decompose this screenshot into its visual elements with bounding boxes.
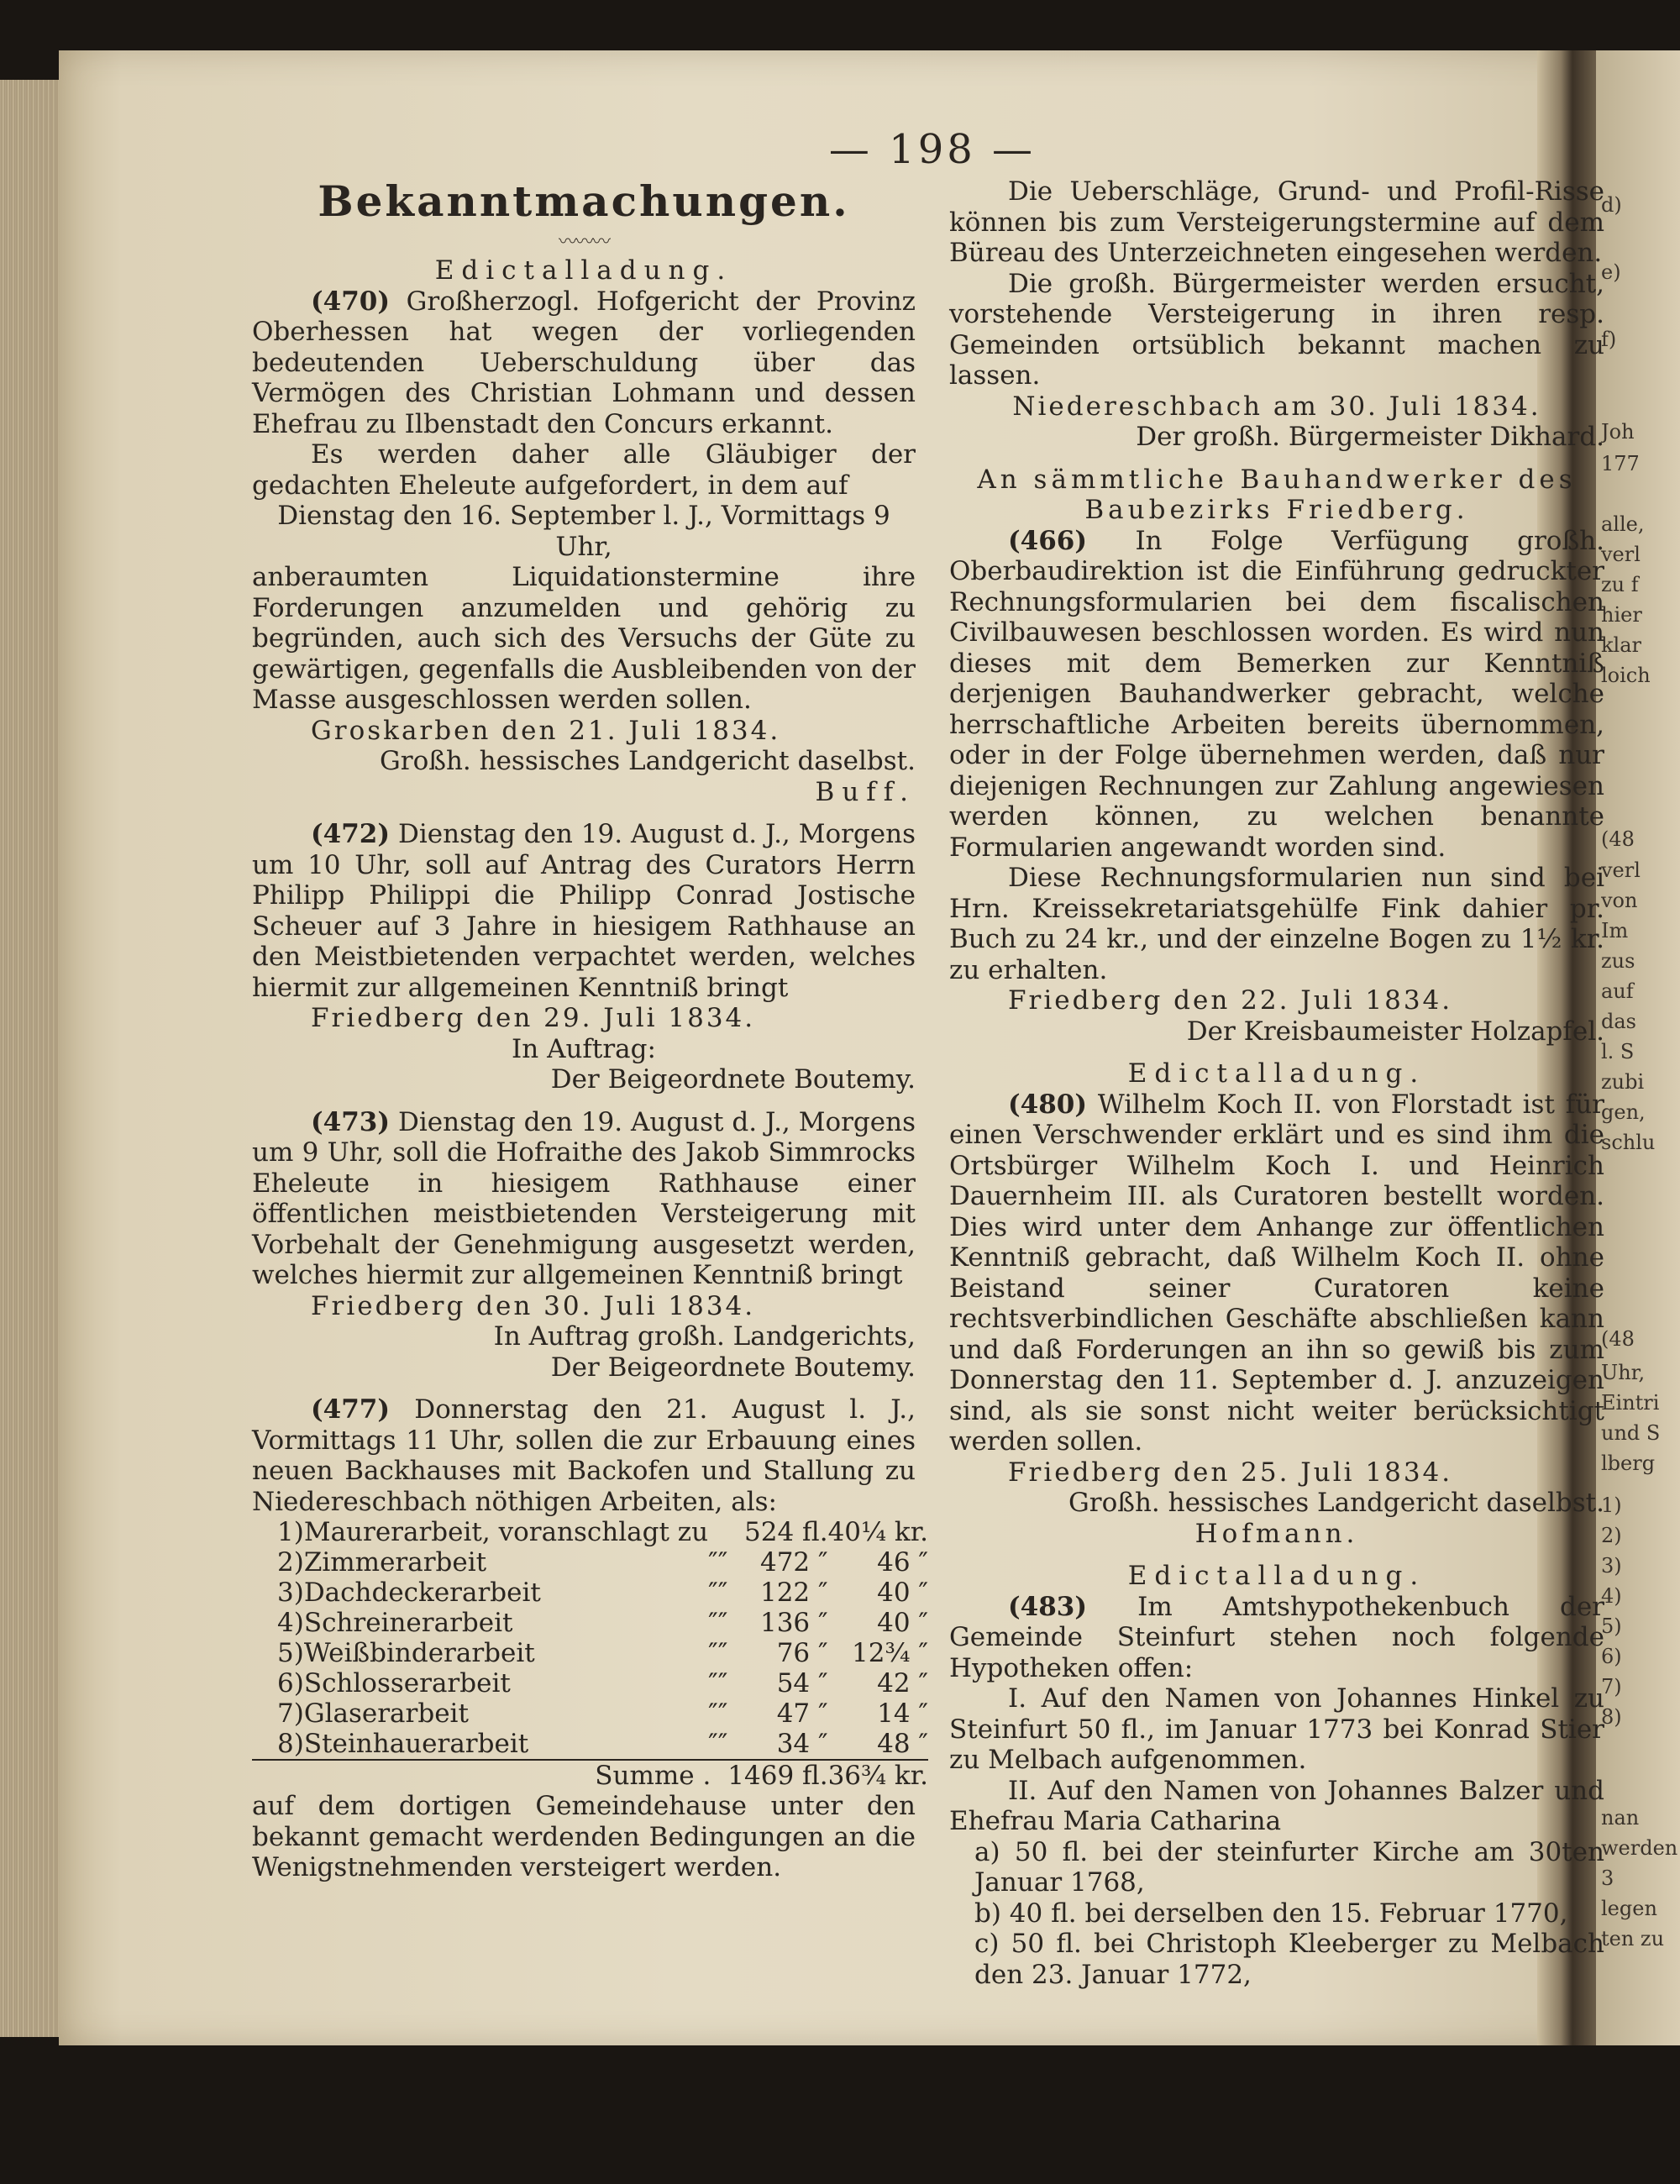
table-cell: Maurerarbeit, voranschlagt zu <box>303 1517 709 1547</box>
edge-text: Im <box>1601 919 1629 942</box>
edge-text: 4) <box>1601 1584 1622 1608</box>
table-cell <box>708 1517 718 1547</box>
edge-text: loich <box>1601 664 1651 687</box>
notice-text: Dienstag den 19. August d. J., Morgens um 9 Uhr, soll die Hofraithe des Jakob Simmrocks Eheleute in hiesigem Rathhause einer öffentlichen meistbietenden Versteigerung mit Vorbehalt der Genehmigung ausgesetzt werden, welches hiermit zur allgemeinen Kenntniß bringt <box>252 1106 916 1290</box>
edge-text: Uhr, <box>1601 1361 1646 1384</box>
edge-text: und S <box>1601 1421 1661 1445</box>
table-row <box>252 1668 928 1698</box>
table-row <box>252 1698 928 1729</box>
edge-text: f) <box>1601 328 1617 351</box>
table-cell: ″ <box>717 1578 728 1608</box>
table-cell: 76 ″ <box>776 1638 828 1668</box>
edge-text: schlu <box>1601 1131 1656 1154</box>
list-item: a) 50 fl. bei der steinfurter Kirche am 30ten Januar 1768, <box>974 1836 1604 1898</box>
notice-466 <box>949 526 1604 864</box>
edge-text: 177 <box>1601 452 1640 475</box>
table-cell: 12¾ ″ <box>852 1638 928 1668</box>
notice-470 <box>252 286 916 440</box>
table-cell: 48 ″ <box>828 1729 928 1760</box>
notice-number: (480) <box>1008 1089 1088 1120</box>
table-cell: ″ <box>717 1638 728 1668</box>
edge-text: 8) <box>1601 1705 1622 1729</box>
edge-text: hier <box>1601 603 1642 627</box>
table-row <box>252 1608 928 1638</box>
table-cell <box>718 1517 728 1547</box>
notice-text: Die Ueberschläge, Grund- und Profil-Risse können bis zum Versteigerungstermine auf dem Büreau des Unterzeichneten eingesehen werden. <box>949 176 1604 268</box>
edge-text: Joh <box>1601 420 1635 444</box>
edge-text: lberg <box>1601 1452 1656 1475</box>
edge-text: 7) <box>1601 1675 1622 1698</box>
notice-title: An sämmtliche Bauhandwerker des Baubezirks Friedberg. <box>977 464 1577 525</box>
notice-text: II. Auf den Namen von Johannes Balzer und Ehefrau Maria Catharina <box>949 1775 1604 1836</box>
notice-number: (477) <box>311 1394 391 1425</box>
table-cell: ″ <box>708 1578 718 1608</box>
notice-number: (472) <box>311 819 391 849</box>
edge-text: nan <box>1601 1806 1640 1830</box>
table-cell: 5) <box>277 1638 304 1668</box>
notice-place-date: Niedereschbach am 30. Juli 1834. <box>1012 391 1541 422</box>
notice-text: Großherzogl. Hofgericht der Provinz Oberhessen hat wegen der vorliegenden bedeutenden Ueberschuldung über das Vermögen des Christian Lohmann und dessen Ehefrau zu Ilbenstadt den Concurs erkannt. <box>252 286 916 439</box>
table-row <box>252 1729 928 1760</box>
table-cell: ″ <box>708 1547 718 1578</box>
notice-signature: In Auftrag: <box>512 1033 656 1064</box>
notice-signature: Großh. hessisches Landgericht daselbst. <box>1068 1488 1604 1518</box>
notice-477 <box>252 1394 916 1517</box>
notice-title: Edictalladung. <box>1127 1561 1426 1591</box>
notice-signature-name: Der Beigeordnete Boutemy. <box>550 1352 916 1383</box>
table-cell: Zimmerarbeit <box>303 1547 487 1578</box>
edge-text: l. S <box>1601 1040 1635 1063</box>
table-row <box>252 1547 928 1578</box>
table-cell: ″ <box>708 1668 718 1698</box>
notice-title: Edictalladung. <box>1127 1058 1426 1089</box>
table-row <box>252 1517 928 1547</box>
table-cell: ″ <box>708 1608 718 1638</box>
edge-text: verl <box>1601 543 1641 566</box>
right-column <box>949 176 1604 1990</box>
table-cell: Schreinerarbeit <box>303 1608 513 1638</box>
notice-473 <box>252 1107 916 1291</box>
notice-signature: Der Kreisbaumeister Holzapfel. <box>1186 1016 1604 1047</box>
table-cell: 3) <box>277 1578 304 1608</box>
table-cell: 40 ″ <box>877 1608 928 1638</box>
notice-text: In Folge Verfügung großh. Oberbaudirektion ist die Einführung gedruckter Rechnungsformularien bei dem fiscalischen Civilbauwesen beschlossen worden. Es wird nun dieses mit dem Bemerken zur Kenntniß derjenigen Bauhandwerker gebracht, welche herrschaftliche Arbeiten bereits übernommen, oder in der Folge übernehmen werden, daß nur diejenigen Rechnungen zur Zahlung angewiesen werden können, zu welchen benannte Formularien angewandt worden sind. <box>949 525 1604 863</box>
notice-signature-name: Hofmann. <box>1194 1518 1359 1549</box>
edge-text: von <box>1601 889 1638 912</box>
notice-483 <box>949 1592 1604 1684</box>
table-cell: Weißbinderarbeit <box>303 1638 535 1668</box>
edge-text: 1) <box>1601 1494 1622 1517</box>
sum-label: Summe . <box>595 1761 711 1791</box>
notice-number: (483) <box>1008 1591 1088 1622</box>
table-row-sum <box>252 1760 928 1791</box>
table-cell: 136 ″ <box>759 1608 828 1638</box>
notice-title: Edictalladung. <box>434 255 733 286</box>
edge-text: verl <box>1601 858 1641 882</box>
table-cell: Steinhauerarbeit <box>304 1729 708 1760</box>
notice-signature-name: Der Beigeordnete Boutemy. <box>550 1064 916 1095</box>
notice-signature: Der großh. Bürgermeister Dikhard. <box>1136 422 1604 452</box>
notice-place-date: Friedberg den 25. Juli 1834. <box>1008 1457 1453 1488</box>
table-cell: 14 ″ <box>877 1698 928 1729</box>
table-cell: 6) <box>277 1668 304 1698</box>
list-item: c) 50 fl. bei Christoph Kleeberger zu Melbach den 23. Januar 1772, <box>974 1929 1604 1990</box>
table-cell: 47 ″ <box>776 1698 828 1729</box>
notice-text: Im Amtshypothekenbuch der Gemeinde Steinfurt stehen noch folgende Hypotheken offen: <box>949 1591 1604 1683</box>
notice-text: Dienstag den 19. August d. J., Morgens um 10 Uhr, soll auf Antrag des Curators Herrn Philipp Philippi die Philipp Conrad Jostische Scheuer auf 3 Jahre in hiesigem Rathhause an den Meistbietenden verpachtet werden, welches hiermit zur allgemeinen Kenntniß bringt <box>252 819 916 1003</box>
table-cell: 42 ″ <box>877 1668 928 1698</box>
table-cell: Glaserarbeit <box>303 1698 469 1729</box>
edge-text: klar <box>1601 633 1641 657</box>
edge-text: Eintri <box>1601 1391 1660 1415</box>
notice-text: Wilhelm Koch II. von Florstadt ist für einen Verschwender erklärt und es sind ihm die Ortsbürger Wilhelm Koch I. und Heinrich Dauernheim III. als Curatoren bestellt worden. Dies wird unter dem Anhange zur öffentlichen Kenntniß gebracht, daß Wilhelm Koch II. ohne Beistand seiner Curatoren keine rechtsverbindlichen Geschäfte abschließen kann und daß Forderungen an ihn so gewiß bis zum Donnerstag den 11. September d. J. anzuzeigen sind, als sie sonst nicht weiter berücksichtigt werden sollen. <box>949 1089 1604 1457</box>
table-cell: 54 ″ <box>776 1668 828 1698</box>
table-cell: 34 ″ <box>727 1729 827 1760</box>
notice-place-date: Friedberg den 29. Juli 1834. <box>311 1003 756 1033</box>
notice-text: I. Auf den Namen von Johannes Hinkel zu Steinfurt 50 fl., im Januar 1773 bei Konrad Stier zu Melbach aufgenommen. <box>949 1683 1604 1775</box>
edge-text: 2) <box>1601 1524 1622 1547</box>
edge-text: werden <box>1601 1836 1678 1860</box>
table-cell: 7) <box>277 1698 304 1729</box>
edge-text: zus <box>1601 949 1635 973</box>
table-cell: ″ <box>708 1729 718 1759</box>
cost-table <box>252 1517 928 1791</box>
edge-text: ten zu <box>1601 1927 1665 1950</box>
ornament: 〰〰〰 <box>558 232 609 253</box>
book-edge-left <box>0 80 59 2037</box>
table-cell: ″ <box>708 1638 718 1668</box>
table-cell: 472 ″ <box>759 1547 828 1578</box>
notice-number: (473) <box>311 1106 391 1137</box>
notice-text: Diese Rechnungsformularien nun sind bei Hrn. Kreissekretariatsgehülfe Fink dahier pr. Buch zu 24 kr., und der einzelne Bogen zu 1½ kr. zu erhalten. <box>949 863 1604 985</box>
edge-text: alle, <box>1601 512 1645 536</box>
table-cell: ″ <box>717 1729 728 1759</box>
table-cell: 1) <box>277 1517 304 1547</box>
table-cell: 122 ″ <box>759 1578 828 1608</box>
table-cell: 8) <box>252 1729 304 1760</box>
edge-text: (48 <box>1601 1327 1635 1351</box>
table-cell: 40¼ kr. <box>827 1517 928 1547</box>
sum-kr: 36¾ kr. <box>827 1761 928 1791</box>
sum-fl: 1469 fl. <box>727 1761 828 1791</box>
notice-480 <box>949 1089 1604 1457</box>
table-cell: ″ <box>717 1698 728 1729</box>
edge-text: d) <box>1601 193 1622 217</box>
edge-text: 3) <box>1601 1554 1622 1578</box>
notice-text: anberaumten Liquidationstermine ihre Forderungen anzumelden und gehörig zu begründen, auch sich des Versuchs der Güte zu gewärtigen, gegenfalls die Ausbleibenden von der Masse ausgeschlossen werden sollen. <box>252 562 916 715</box>
edge-text: auf <box>1601 979 1634 1003</box>
notice-text: auf dem dortigen Gemeindehause unter den bekannt gemacht werdenden Bedingungen an die Wenigstnehmenden versteigert werden. <box>252 1791 916 1882</box>
edge-text: 6) <box>1601 1645 1622 1668</box>
section-heading: Bekanntmachungen. <box>318 176 850 226</box>
notice-place-date: Friedberg den 30. Juli 1834. <box>311 1290 756 1321</box>
table-cell: ″ <box>717 1668 728 1698</box>
table-row <box>252 1578 928 1608</box>
next-page-edge <box>1596 50 1680 2045</box>
table-cell: 2) <box>277 1547 304 1578</box>
table-cell: Dachdeckerarbeit <box>303 1578 541 1608</box>
notice-472 <box>252 819 916 1003</box>
table-cell: Schlosserarbeit <box>303 1668 511 1698</box>
edge-text: zubi <box>1601 1070 1645 1094</box>
edge-text: gen, <box>1601 1100 1646 1124</box>
edge-text: e) <box>1601 260 1621 284</box>
notice-signature: Großh. hessisches Landgericht daselbst. <box>379 746 916 776</box>
table-cell: ″ <box>717 1547 728 1578</box>
table-cell: ″ <box>717 1608 728 1638</box>
edge-text: zu f <box>1601 573 1639 596</box>
table-cell: 4) <box>277 1608 304 1638</box>
notice-text: Es werden daher alle Gläubiger der gedachten Eheleute aufgefordert, in dem auf <box>252 439 916 501</box>
notice-place-date: Friedberg den 22. Juli 1834. <box>1008 985 1453 1016</box>
list-item: b) 40 fl. bei derselben den 15. Februar 1770, <box>974 1898 1568 1929</box>
table-cell: 46 ″ <box>877 1547 928 1578</box>
left-column <box>252 176 928 1883</box>
table-cell: 524 fl. <box>744 1517 828 1547</box>
notice-number: (466) <box>1008 525 1088 556</box>
table-cell: 40 ″ <box>877 1578 928 1608</box>
edge-text: legen <box>1601 1897 1657 1920</box>
notice-date: Dienstag den 16. September l. J., Vormittags 9 Uhr, <box>277 501 890 562</box>
notice-signature: In Auftrag großh. Landgerichts, <box>493 1321 916 1352</box>
notice-number: (470) <box>311 286 391 317</box>
page-number: — 198 — <box>828 126 1037 173</box>
notice-signature-name: Buff. <box>815 776 916 807</box>
notice-place-date: Groskarben den 21. Juli 1834. <box>311 715 781 746</box>
notice-text: Donnerstag den 21. August l. J., Vormittags 11 Uhr, sollen die zur Erbauung eines neuen Backhauses mit Backofen und Stallung zu Niedereschbach nöthigen Arbeiten, als: <box>252 1394 916 1517</box>
edge-text: (48 <box>1601 827 1635 851</box>
table-cell: ″ <box>708 1698 718 1729</box>
notice-text: Die großh. Bürgermeister werden ersucht, vorstehende Versteigerung in ihren resp. Gemeinden ortsüblich bekannt machen zu lassen. <box>949 268 1604 391</box>
table-row <box>252 1638 928 1668</box>
edge-text: 5) <box>1601 1614 1622 1638</box>
edge-text: das <box>1601 1010 1636 1033</box>
edge-text: 3 <box>1601 1866 1614 1890</box>
